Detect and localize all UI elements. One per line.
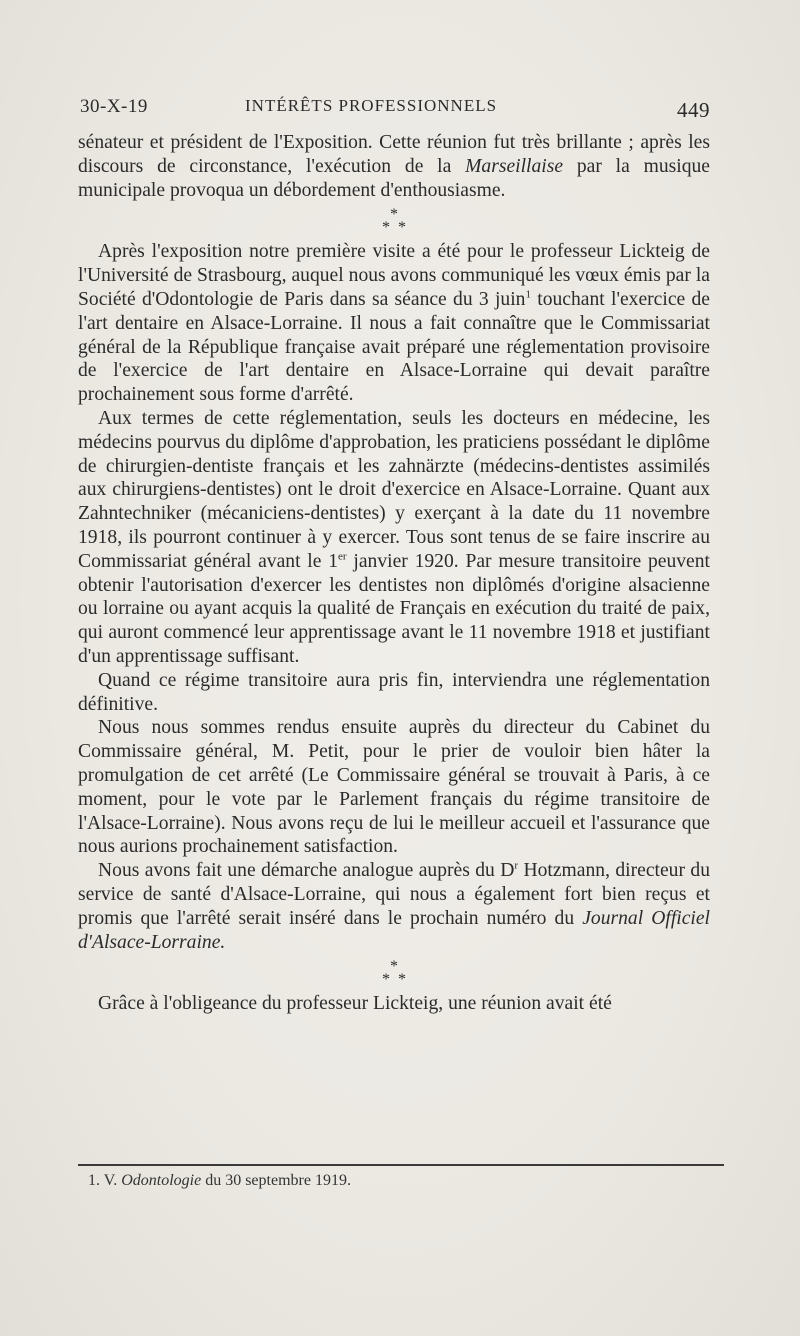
section-asterism: * **	[382, 958, 414, 989]
doctor-abbrev-superscript: r	[514, 859, 519, 872]
journal-title: Journal Officiel d'Alsace-Lorraine.	[78, 907, 710, 953]
paragraph-1: sénateur et président de l'Exposition. Cette réunion fut très brillante ; après les discours de circonstance, l'exécution de la Marseillaise par la musique municipale provoqua un débordement d'enthousiasme.	[78, 132, 710, 201]
paragraph-7: Grâce à l'obligeance du professeur Lickteig, une réunion avait été	[98, 993, 612, 1015]
footnote: 1. V. Odontologie du 30 septembre 1919.	[88, 1172, 351, 1189]
paragraph-6: Nous avons fait une démarche analogue auprès du $D^r$ Hotzmann, directeur du service de santé d'Alsace-Lorraine, qui nous a également fort bien reçus et promis que l'arrêté serait inséré dans le prochain numéro du Journal Officiel d'Alsace-Lorraine.	[78, 859, 710, 953]
paragraph-2: Après l'exposition notre première visite a été pour le professeur Lickteig de l'Université de Strasbourg, auquel nous avons communiqué les vœux émis par la Société d'Odontologie de Paris dans sa séance du 3 juin$^1$ touchant l'exercice de l'art dentaire en Alsace-Lorraine. Il nous a fait connaître que le Commissariat général de la République française avait préparé une réglementation provisoire de l'exercice de l'art dentaire en Alsace-Lorraine qui devait paraître prochainement sous forme d'arrêté.	[78, 241, 710, 406]
body-text	[78, 131, 710, 1016]
paragraph-4: Quand ce régime transitoire aura pris fin, interviendra une réglementation définitive.	[78, 669, 710, 715]
section-asterism: * **	[382, 206, 414, 237]
paragraph-5: Nous nous sommes rendus ensuite auprès du directeur du Cabinet du Commissaire général, M. Petit, pour le prier de vouloir bien hâter la promulgation de cet arrêté (Le Commissaire général se trouvait à Paris, à ce moment, pour le vote par le Parlement français du régime transitoire de l'Alsace-Lorraine). Nous avons reçu de lui le meilleur accueil et l'assurance que nous aurions prochainement satisfaction.	[78, 717, 710, 858]
footnote-divider	[78, 1164, 724, 1166]
footnote-journal: Odontologie	[121, 1172, 202, 1189]
footnote-ref: 1	[525, 288, 531, 301]
header-title: INTÉRÊTS PROFESSIONNELS	[245, 96, 498, 115]
running-header	[80, 94, 710, 124]
page-number: 449	[677, 98, 710, 122]
ordinal-superscript: er	[338, 550, 347, 563]
paragraph-3: Aux termes de cette réglementation, seuls les docteurs en médecine, les médecins pourvus du diplôme d'approbation, les praticiens possédant le diplôme de chirurgien-dentiste français et les zahnärzte (médecins-dentistes assimilés aux chirurgiens-dentistes) ont le droit d'exercice en Alsace-Lorraine. Quant aux Zahntechniker (mécaniciens-dentistes) y exerçant à la date du 11 novembre 1918, ils pourront continuer à y exercer. Tous sont tenus de se faire inscrire au Commissariat général avant le 1er janvier 1920. Par mesure transitoire peuvent obtenir l'autorisation d'exercer les dentistes non diplômés d'origine alsacienne ou lorraine ou ayant acquis la qualité de Français en exécution du traité de paix, qui auront commencé leur apprentissage avant le 11 novembre 1918 et justifiant d'un apprentissage suffisant.	[78, 407, 710, 667]
header-date: 30-X-19	[80, 96, 148, 117]
marseillaise-title: Marseillaise	[465, 155, 564, 177]
